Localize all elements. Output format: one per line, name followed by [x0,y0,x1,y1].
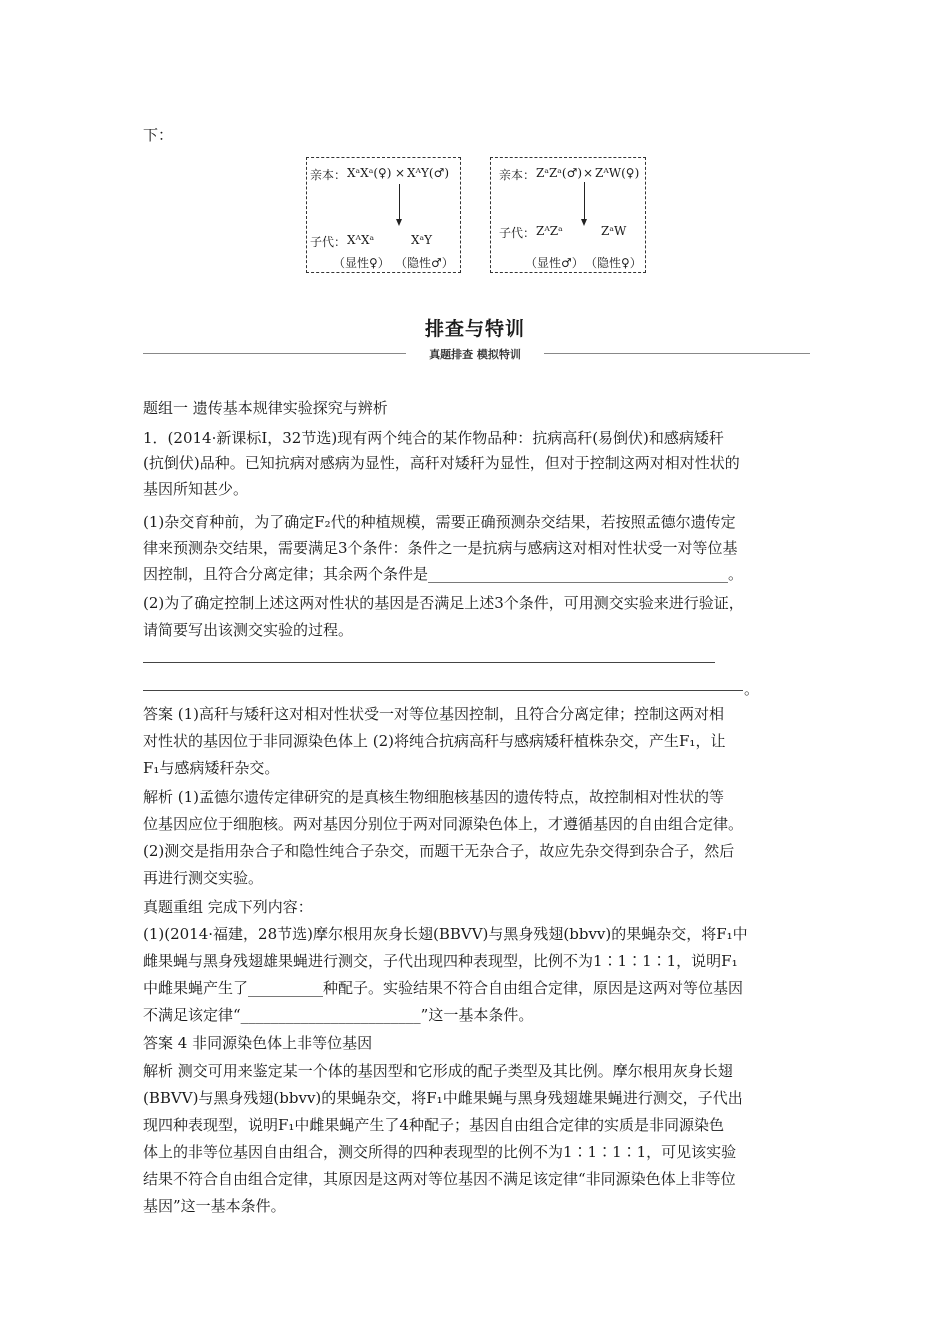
cross-arrow-head [396,219,402,226]
analysis-text: (BBVV)与黑身残翅(bbvv)的果蝇杂交，将F₁中雌果蝇与黑身残翅雄果蝇进行测交，子代出 [143,1089,743,1107]
reorganized-heading: 真题重组 完成下列内容： [143,898,313,916]
parent-label: 亲本： [499,168,536,182]
phenotype-recessive: （隐性♀） [585,256,642,270]
x-linked-cross-diagram [306,157,461,273]
analysis-text: (2)测交是指用杂合子和隐性纯合子杂交，而题干无杂合子，故应先杂交得到杂合子，然后 [143,842,735,860]
group-heading: 题组一 遗传基本规律实验探究与辨析 [143,399,388,417]
question-text: 基因所知甚少。 [143,480,249,498]
parent-label: 亲本： [310,168,347,182]
answer-text: 答案 4 非同源染色体上非等位基因 [143,1034,373,1052]
answer-end-mark: 。 [744,680,760,698]
answer-text: 对性状的基因位于非同源染色体上 (2)将纯合抗病高秆与感病矮秆植株杂交，产生F₁，让 [143,732,726,750]
question-text: (抗倒伏)品种。已知抗病对感病为显性，高秆对矮秆为显性，但对于控制这两对相对性状的 [143,454,740,472]
analysis-text: 结果不符合自由组合定律，其原因是这两对等位基因不满足该定律“非同源染色体上非等位 [143,1170,736,1188]
analysis-text: 解析 (1)孟德尔遗传定律研究的是真核生物细胞核基因的遗传特点，故控制相对性状的等 [143,788,725,806]
question-text: 不满足该定律“________________________”这一基本条件。 [143,1006,534,1024]
analysis-text: 解析 测交可用来鉴定某一个体的基因型和它形成的配子类型及其比例。摩尔根用灰身长翅 [143,1062,733,1080]
question-text: 1．(2014·新课标Ⅰ，32节选)现有两个纯合的某作物品种：抗病高秆(易倒伏)和感病矮秆 [143,429,724,447]
question-text: 雌果蝇与黑身残翅雄果蝇进行测交，子代出现四种表现型，比例不为1∶1∶1∶1，说明F₁ [143,952,738,970]
analysis-text: 基因”这一基本条件。 [143,1197,286,1215]
analysis-text: 位基因应位于细胞核。两对基因分别位于两对同源染色体上，才遵循基因的自由组合定律。 [143,815,744,833]
question-part-1: 律来预测杂交结果，需要满足3个条件：条件之一是抗病与感病这对相对性状受一对等位基 [143,539,738,557]
offspring-label: 子代： [310,235,347,249]
phenotype-dominant: （显性♂） [525,256,584,270]
divider-right [544,353,810,354]
analysis-text: 再进行测交实验。 [143,869,264,887]
intro-text: 下： [143,126,174,144]
cross-arrow-line [584,182,585,220]
answer-text: 答案 (1)高秆与矮秆这对相对性状受一对等位基因控制，且符合分离定律；控制这两对相 [143,705,725,723]
z-linked-cross-diagram [490,157,646,273]
question-text: (1)(2014·福建，28节选)摩尔根用灰身长翅(BBVV)与黑身残翅(bbvv)的果蝇杂交，将F₁中 [143,925,748,943]
section-subtitle: 真题排查 模拟特训 [429,348,521,361]
analysis-text: 现四种表现型，说明F₁中雌果蝇产生了4种配子；基因自由组合定律的实质是非同源染色 [143,1116,724,1134]
cross-symbol: × [583,166,594,180]
phenotype-dominant: （显性♀） [333,256,390,270]
question-part-1: (1)杂交育种前，为了确定F₂代的种植规模，需要正确预测杂交结果，若按照孟德尔遗传定 [143,513,736,531]
parent-female: XᵃXᵃ(♀) [347,166,392,180]
offspring-female: ZᵃW [601,224,627,238]
answer-blank-line [143,690,743,691]
question-part-1-blank: 因控制，且符合分离定律；其余两个条件是________________________________________。 [143,565,744,583]
question-part-2: (2)为了确定控制上述这两对性状的基因是否满足上述3个条件，可用测交实验来进行验证， [143,594,744,612]
parent-male: XᴬY(♂) [407,166,450,180]
cross-symbol: × [395,166,406,180]
answer-text: F₁与感病矮秆杂交。 [143,759,280,777]
phenotype-recessive: （隐性♂） [395,256,454,270]
offspring-male: XᵃY [411,233,433,247]
question-part-2: 请简要写出该测交实验的过程。 [143,621,354,639]
cross-arrow-head [581,219,587,226]
divider-left [143,353,406,354]
answer-blank-line [143,662,715,663]
offspring-male: ZᴬZᵃ [536,224,563,238]
offspring-label: 子代： [499,226,536,240]
question-text: 中雌果蝇产生了__________种配子。实验结果不符合自由组合定律，原因是这两对等位基因 [143,979,744,997]
section-title: 排查与特训 [424,318,525,340]
analysis-text: 体上的非等位基因自由组合，测交所得的四种表现型的比例不为1∶1∶1∶1，可见该实验 [143,1143,737,1161]
parent-female: ZᴬW(♀) [595,166,640,180]
parent-male: ZᵃZᵃ(♂) [536,166,583,180]
offspring-female: XᴬXᵃ [347,233,375,247]
cross-arrow-line [399,184,400,220]
